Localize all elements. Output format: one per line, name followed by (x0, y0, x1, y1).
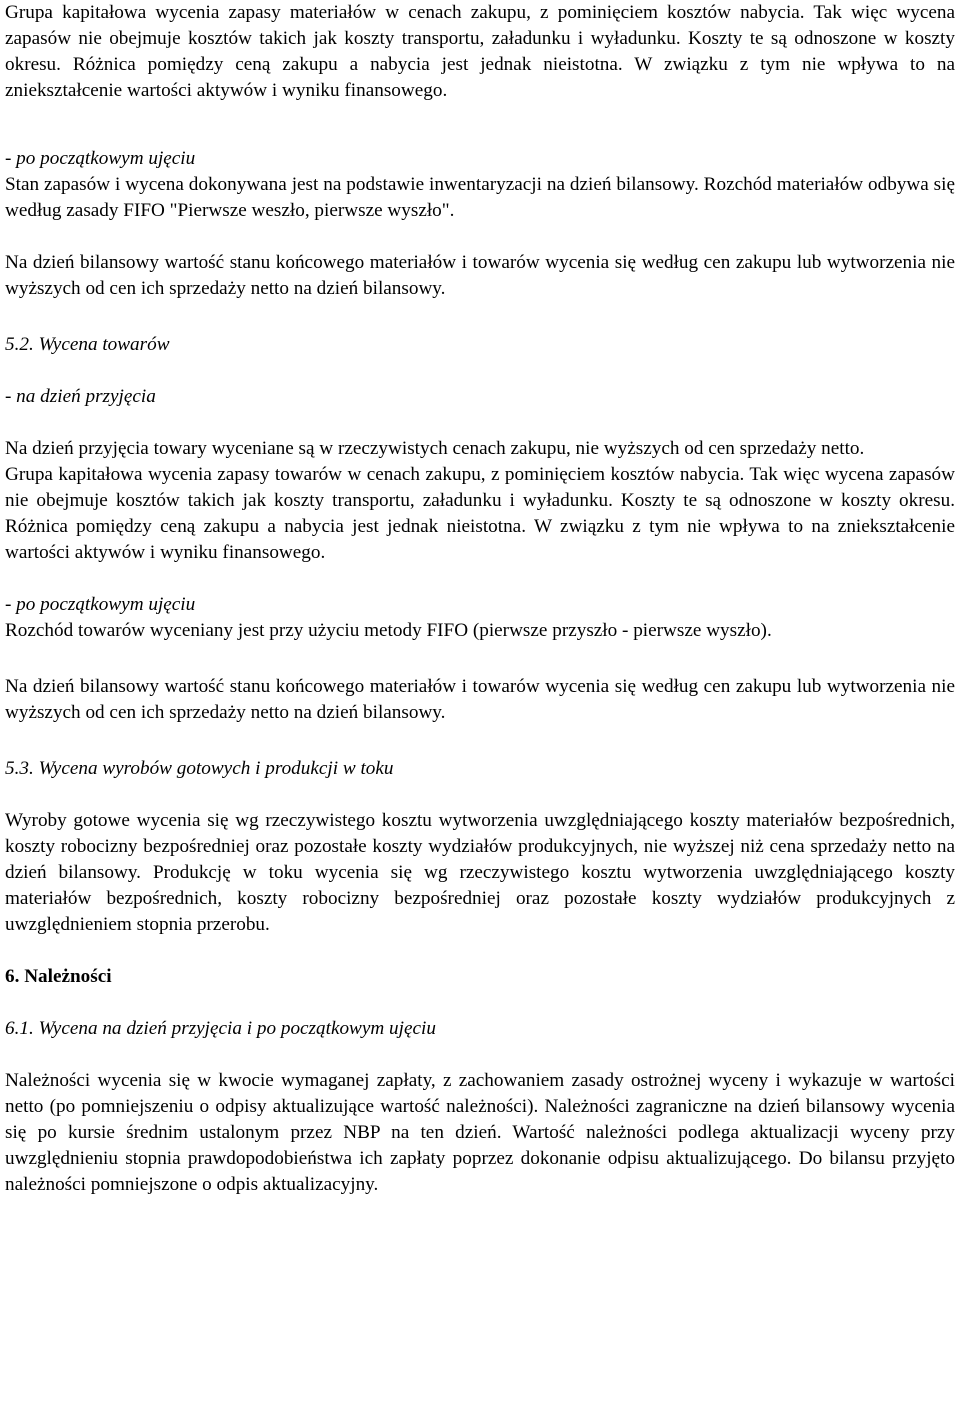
paragraph-inventory-fifo: Stan zapasów i wycena dokonywana jest na podstawie inwentaryzacji na dzień bilansowy. Rozchód materiałów odbywa się według zasady FIFO "Pierwsze weszło, pierwsze wyszło". (5, 174, 955, 221)
subheading-after-initial-recognition: - po początkowym ujęciu (5, 148, 196, 169)
paragraph-materials-valuation: Grupa kapitałowa wycenia zapasy materiałów w cenach zakupu, z pominięciem kosztów nabycia. Tak więc wycena zapasów nie obejmuje kosztów takich jak koszty transportu, załadunku i wyładunku. Koszty te są odnoszone w koszty okresu. Różnica pomiędzy ceną zakupu a nabycia jest jednak nieistotna. W związku z tym nie wpływa to na zniekształcenie wartości aktywów i wyniku finansowego. (5, 2, 955, 101)
subheading-after-initial-recognition-2: - po początkowym ujęciu (5, 594, 196, 615)
document-page (5, 0, 955, 1198)
paragraph-goods-fifo: Rozchód towarów wyceniany jest przy użyciu metody FIFO (pierwsze przyszło - pierwsze wyszło). (5, 620, 772, 641)
paragraph-finished-goods: Wyroby gotowe wycenia się wg rzeczywistego kosztu wytworzenia uwzględniającego koszty materiałów bezpośrednich, koszty robocizny bezpośredniej oraz pozostałe koszty wydziałów produkcyjnych, nie wyższej niż cena sprzedaży netto na dzień bilansowy. Produkcję w toku wycenia się wg rzeczywistego kosztu wytworzenia uwzględniającego koszty materiałów bezpośrednich, koszty robocizny bezpośredniej oraz pozostałe koszty wydziałów produkcyjnych z uwzględnieniem stopnia przerobu. (5, 810, 955, 935)
section-heading-5-2: 5.2. Wycena towarów (5, 334, 170, 355)
paragraph-balance-sheet-valuation-2: Na dzień bilansowy wartość stanu końcowego materiałów i towarów wycenia się według cen zakupu lub wytworzenia nie wyższych od cen ich sprzedaży netto na dzień bilansowy. (5, 676, 955, 723)
section-heading-6-1: 6.1. Wycena na dzień przyjęcia i po początkowym ujęciu (5, 1018, 436, 1039)
subheading-on-acceptance-date: - na dzień przyjęcia (5, 386, 156, 407)
paragraph-goods-acceptance: Na dzień przyjęcia towary wyceniane są w rzeczywistych cenach zakupu, nie wyższych od cen sprzedaży netto. (5, 438, 865, 459)
paragraph-goods-valuation: Grupa kapitałowa wycenia zapasy towarów w cenach zakupu, z pominięciem kosztów nabycia. Tak więc wycena zapasów nie obejmuje kosztów takich jak koszty transportu, załadunku i wyładunku. Koszty te są odnoszone w koszty okresu. Różnica pomiędzy ceną zakupu a nabycia jest jednak nieistotna. W związku z tym nie wpływa to na zniekształcenie wartości aktywów i wyniku finansowego. (5, 464, 955, 563)
paragraph-balance-sheet-valuation: Na dzień bilansowy wartość stanu końcowego materiałów i towarów wycenia się według cen zakupu lub wytworzenia nie wyższych od cen ich sprzedaży netto na dzień bilansowy. (5, 252, 955, 299)
section-heading-5-3: 5.3. Wycena wyrobów gotowych i produkcji w toku (5, 758, 394, 779)
section-heading-6: 6. Należności (5, 966, 112, 987)
paragraph-receivables: Należności wycenia się w kwocie wymaganej zapłaty, z zachowaniem zasady ostrożnej wyceny i wykazuje w wartości netto (po pomniejszeniu o odpisy aktualizujące wartość należności). Należności zagraniczne na dzień bilansowy wycenia się po kursie średnim ustalonym przez NBP na ten dzień. Wartość należności podlega aktualizacji wyceny przy uwzględnieniu stopnia prawdopodobieństwa ich zapłaty poprzez dokonanie odpisu aktualizującego. Do bilansu przyjęto należności pomniejszone o odpis aktualizacyjny. (5, 1070, 955, 1195)
